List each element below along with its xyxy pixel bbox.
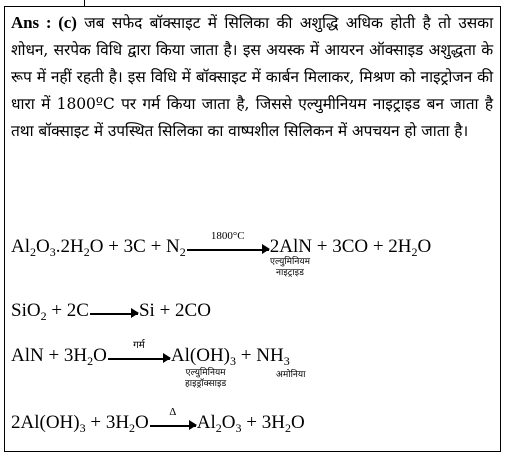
eq2-arrow: [90, 308, 138, 314]
eq3-label1-line2: हाइड्रॉक्साइड: [185, 379, 227, 389]
eq1-arrow: [187, 229, 269, 250]
eq3-label1-line1: एल्युमिनियम: [185, 368, 226, 378]
eq1-products: $2AlN + 3CO + 2H_2O$: [269, 236, 432, 259]
equation-2: [11, 300, 211, 324]
eq1-reactants: $Al_2O_3.2H_2O + 3C + N_2$: [11, 236, 186, 259]
equation-4: [11, 405, 305, 436]
equation-3: [11, 339, 290, 369]
eq3-reactants: AlN + $3H_2O$: [11, 345, 107, 368]
eq3-products: $Al(OH)_3 + NH_3$: [170, 345, 290, 368]
eq1-label-line2: नाइट्राइड: [276, 268, 304, 278]
eq3-arrow: [108, 339, 170, 359]
eq3-product1-label: [185, 368, 226, 390]
eq3-product2-label: अमोनिया: [276, 370, 306, 380]
eq2-products: Si + 2CO: [138, 300, 211, 321]
eq4-reactants: $2Al(OH)_3 + 3H_2O$: [11, 412, 149, 435]
eq1-condition: 1800°C: [210, 229, 245, 242]
answer-paragraph: [11, 9, 493, 145]
eq3-condition: गर्म: [133, 339, 145, 351]
eq1-label-line1: एल्युमिनियम: [270, 257, 310, 267]
equation-1: [11, 229, 432, 260]
eq2-reactants: SiO$_2$ + 2C: [11, 300, 89, 323]
eq4-arrow: [150, 405, 196, 426]
answer-label: Ans : (c): [11, 13, 77, 32]
eq4-condition: Δ: [169, 405, 177, 418]
eq4-products: $Al_2O_3 + 3H_2O$: [196, 412, 305, 435]
answer-text: जब सफेद बॉक्साइट में सिलिका की अशुद्धि अधिक होती है तो उसका शोधन, सरपेक विधि द्वारा किया जाता है। इस अयस्क में आयरन ऑक्साइड अशुद्धता के रूप में नहीं रहती है। इस विधि में बॉक्साइट में कार्बन मिलाकर, मिश्रण को नाइट्रोजन की धारा में 1800ºC पर गर्म किया जाता है, जिससे एल्युमीनियम नाइट्राइड बन जाता है तथा बॉक्साइट में उपस्थित सिलिका का वाष्पशील सिलिकन में अपचयन हो जाता है।: [11, 14, 493, 140]
eq1-product-label: [270, 257, 310, 279]
